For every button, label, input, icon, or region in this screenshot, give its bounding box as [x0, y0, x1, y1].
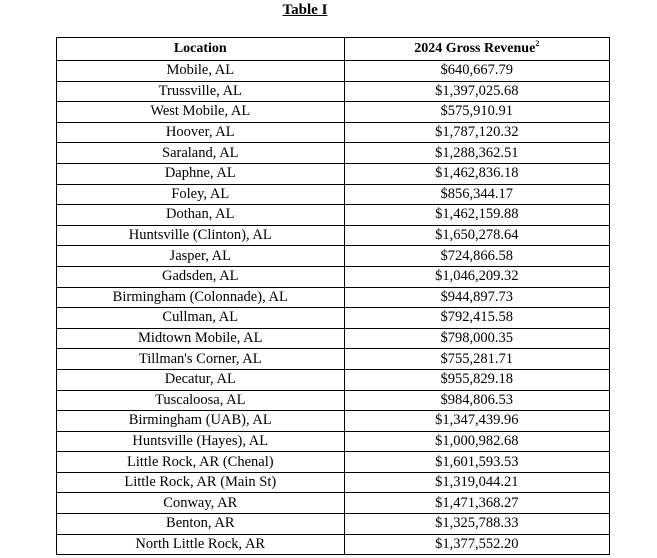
table-row: [57, 452, 610, 473]
table-row: [57, 143, 610, 164]
table-row: [57, 308, 610, 329]
location-cell: Tillman's Corner, AL: [57, 349, 345, 370]
footnote-marker: 2: [535, 39, 540, 48]
location-cell: Little Rock, AR (Main St): [57, 472, 345, 493]
revenue-cell: $640,667.79: [344, 61, 609, 82]
location-cell: Tuscaloosa, AL: [57, 390, 345, 411]
table-row: [57, 102, 610, 123]
table-row: [57, 266, 610, 287]
revenue-cell: $1,397,025.68: [344, 81, 609, 102]
revenue-table: [56, 37, 610, 555]
table-row: [57, 534, 610, 555]
location-cell: Midtown Mobile, AL: [57, 328, 345, 349]
revenue-cell: $944,897.73: [344, 287, 609, 308]
revenue-cell: $1,462,836.18: [344, 163, 609, 184]
revenue-cell: $1,462,159.88: [344, 205, 609, 226]
revenue-cell: $1,319,044.21: [344, 472, 609, 493]
location-cell: Gadsden, AL: [57, 266, 345, 287]
table-row: [57, 184, 610, 205]
revenue-cell: $1,471,368.27: [344, 493, 609, 514]
revenue-cell: $856,344.17: [344, 184, 609, 205]
location-cell: Hoover, AL: [57, 122, 345, 143]
revenue-cell: $1,601,593.53: [344, 452, 609, 473]
revenue-cell: $1,347,439.96: [344, 411, 609, 432]
location-cell: Birmingham (UAB), AL: [57, 411, 345, 432]
revenue-cell: $755,281.71: [344, 349, 609, 370]
table-row: [57, 61, 610, 82]
location-cell: Cullman, AL: [57, 308, 345, 329]
location-cell: Decatur, AL: [57, 369, 345, 390]
location-cell: North Little Rock, AR: [57, 534, 345, 555]
table-row: [57, 328, 610, 349]
table-row: [57, 493, 610, 514]
table-row: [57, 514, 610, 535]
table-row: [57, 411, 610, 432]
location-cell: Dothan, AL: [57, 205, 345, 226]
table-row: [57, 390, 610, 411]
revenue-cell: $1,000,982.68: [344, 431, 609, 452]
table-row: [57, 369, 610, 390]
table-row: [57, 205, 610, 226]
location-cell: West Mobile, AL: [57, 102, 345, 123]
table-row: [57, 163, 610, 184]
revenue-cell: $724,866.58: [344, 246, 609, 267]
table-row: [57, 122, 610, 143]
table-row: [57, 287, 610, 308]
revenue-cell: $1,377,552.20: [344, 534, 609, 555]
revenue-cell: $1,787,120.32: [344, 122, 609, 143]
table-row: [57, 81, 610, 102]
header-revenue-label: 2024 Gross Revenue: [414, 41, 536, 56]
location-cell: Jasper, AL: [57, 246, 345, 267]
revenue-cell: $1,325,788.33: [344, 514, 609, 535]
location-cell: Mobile, AL: [57, 61, 345, 82]
location-cell: Little Rock, AR (Chenal): [57, 452, 345, 473]
table-header-row: [57, 38, 610, 61]
revenue-cell: $984,806.53: [344, 390, 609, 411]
table-title: Table I: [282, 2, 328, 18]
table-body: [57, 61, 610, 555]
revenue-cell: $798,000.35: [344, 328, 609, 349]
revenue-cell: $1,288,362.51: [344, 143, 609, 164]
revenue-cell: $955,829.18: [344, 369, 609, 390]
revenue-cell: $575,910.91: [344, 102, 609, 123]
location-cell: Birmingham (Colonnade), AL: [57, 287, 345, 308]
location-cell: Saraland, AL: [57, 143, 345, 164]
table-row: [57, 225, 610, 246]
table-row: [57, 246, 610, 267]
location-cell: Trussville, AL: [57, 81, 345, 102]
header-revenue: [344, 38, 609, 61]
table-row: [57, 431, 610, 452]
location-cell: Foley, AL: [57, 184, 345, 205]
revenue-cell: $792,415.58: [344, 308, 609, 329]
location-cell: Huntsville (Clinton), AL: [57, 225, 345, 246]
revenue-cell: $1,046,209.32: [344, 266, 609, 287]
location-cell: Daphne, AL: [57, 163, 345, 184]
table-row: [57, 472, 610, 493]
table-row: [57, 349, 610, 370]
location-cell: Conway, AR: [57, 493, 345, 514]
header-location: Location: [57, 38, 345, 61]
location-cell: Huntsville (Hayes), AL: [57, 431, 345, 452]
revenue-cell: $1,650,278.64: [344, 225, 609, 246]
location-cell: Benton, AR: [57, 514, 345, 535]
